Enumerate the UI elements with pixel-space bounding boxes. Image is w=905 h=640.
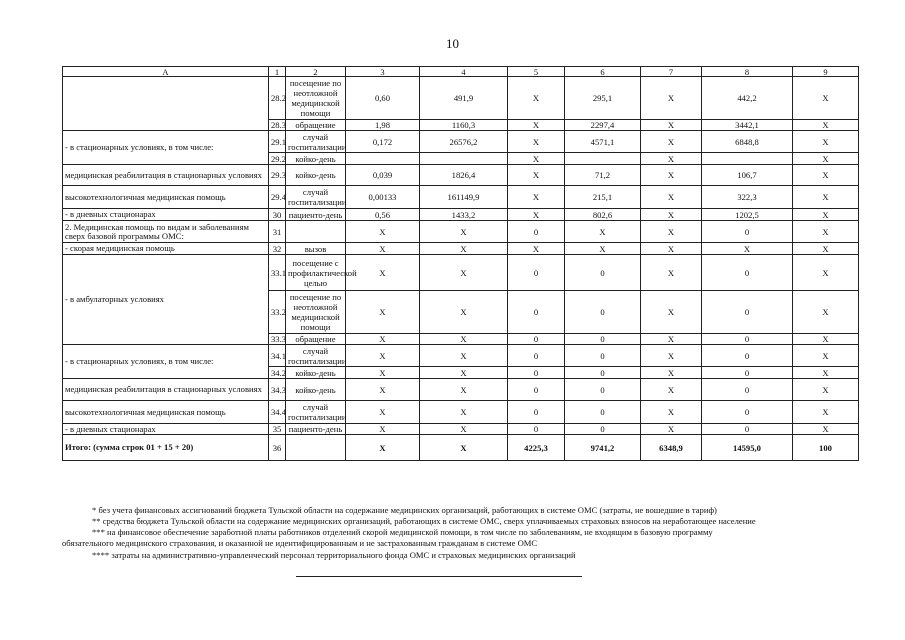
table-row bbox=[63, 424, 859, 435]
value-cell: Х bbox=[641, 334, 702, 345]
data-table bbox=[62, 66, 859, 461]
value-cell: 0,60 bbox=[346, 77, 420, 120]
value-cell: Х bbox=[793, 255, 859, 291]
page-number: 10 bbox=[446, 36, 459, 51]
footnote-1: * без учета финансовых ассигнований бюджета Тульской области на содержание медицинских организаций, работающих в системе ОМС (затраты, не вошедшие в тариф) bbox=[92, 505, 717, 515]
value-cell: Х bbox=[346, 291, 420, 334]
row-number-cell: 36 bbox=[269, 435, 286, 461]
value-cell: 0 bbox=[508, 345, 565, 367]
unit-cell: обращение bbox=[286, 120, 346, 131]
row-label-cell: медицинская реабилитация в стационарных условиях bbox=[63, 165, 269, 186]
row-label-cell: высокотехнологичная медицинская помощь bbox=[63, 401, 269, 424]
value-cell: 0 bbox=[565, 291, 641, 334]
value-cell: Х bbox=[793, 153, 859, 165]
value-cell: Х bbox=[420, 243, 508, 255]
value-cell: 1433,2 bbox=[420, 209, 508, 221]
value-cell: Х bbox=[420, 379, 508, 401]
value-cell: Х bbox=[641, 153, 702, 165]
table-row bbox=[63, 401, 859, 424]
value-cell: Х bbox=[702, 243, 793, 255]
value-cell: Х bbox=[508, 209, 565, 221]
unit-cell: койко-день bbox=[286, 379, 346, 401]
unit-cell: пациенто-день bbox=[286, 424, 346, 435]
value-cell: Х bbox=[641, 255, 702, 291]
value-cell: Х bbox=[793, 243, 859, 255]
unit-cell: обращение bbox=[286, 334, 346, 345]
value-cell: Х bbox=[346, 435, 420, 461]
value-cell: Х bbox=[508, 186, 565, 209]
row-label-cell: 2. Медицинская помощь по видам и заболеваниям сверх базовой программы ОМС: bbox=[63, 221, 269, 243]
row-label-cell: медицинская реабилитация в стационарных условиях bbox=[63, 379, 269, 401]
value-cell: Х bbox=[508, 131, 565, 153]
footnote-3-continued: обязательного медицинского страхования, и оказанной не идентифицированным и не застрахованным гражданам в системе ОМС bbox=[62, 538, 538, 548]
value-cell: 14595,0 bbox=[702, 435, 793, 461]
row-number-cell: 31 bbox=[269, 221, 286, 243]
header-cell: 2 bbox=[286, 67, 346, 77]
value-cell bbox=[420, 153, 508, 165]
value-cell: Х bbox=[420, 435, 508, 461]
row-number-cell: 35 bbox=[269, 424, 286, 435]
header-cell: 1 bbox=[269, 67, 286, 77]
footnote-4: **** затраты на административно-управленческий персонал территориального фонда ОМС и страховых медицинских организаций bbox=[92, 550, 576, 560]
footnote-3: *** на финансовое обеспечение заработной платы работников отделений скорой медицинской помощи, в том числе по заболеваниям, не входящим в базовую программу bbox=[92, 527, 713, 537]
row-label-cell bbox=[63, 77, 269, 131]
value-cell: 0 bbox=[565, 401, 641, 424]
header-cell: 7 bbox=[641, 67, 702, 77]
total-label-cell: Итого: (сумма строк 01 + 15 + 20) bbox=[63, 435, 269, 461]
row-number-cell: 29.4 bbox=[269, 186, 286, 209]
value-cell: Х bbox=[346, 334, 420, 345]
value-cell: Х bbox=[508, 77, 565, 120]
value-cell: 0 bbox=[508, 221, 565, 243]
row-number-cell: 34.4 bbox=[269, 401, 286, 424]
value-cell: 3442,1 bbox=[702, 120, 793, 131]
row-label-cell: - в стационарных условиях, в том числе: bbox=[63, 345, 269, 379]
value-cell: 0 bbox=[565, 379, 641, 401]
value-cell: 0 bbox=[565, 334, 641, 345]
value-cell: Х bbox=[346, 221, 420, 243]
value-cell: Х bbox=[641, 367, 702, 379]
value-cell: 0 bbox=[508, 424, 565, 435]
table-row bbox=[63, 186, 859, 209]
value-cell: Х bbox=[346, 424, 420, 435]
row-label-cell: - в дневных стационарах bbox=[63, 424, 269, 435]
unit-cell: койко-день bbox=[286, 367, 346, 379]
table-row bbox=[63, 255, 859, 291]
value-cell: 0 bbox=[702, 221, 793, 243]
row-number-cell: 29.1 bbox=[269, 131, 286, 153]
unit-cell: посещение по неотложной медицинской помощи bbox=[286, 77, 346, 120]
value-cell: Х bbox=[346, 243, 420, 255]
value-cell: 0 bbox=[508, 291, 565, 334]
value-cell: 0,56 bbox=[346, 209, 420, 221]
unit-cell: случай госпитализации bbox=[286, 345, 346, 367]
footnote-2: ** средства бюджета Тульской области на содержание медицинских организаций, работающих в системе ОМС, сверх уплачиваемых страховых взносов на неработающее население bbox=[92, 516, 756, 526]
row-number-cell: 29.2 bbox=[269, 153, 286, 165]
value-cell: Х bbox=[641, 120, 702, 131]
value-cell: 161149,9 bbox=[420, 186, 508, 209]
table-row bbox=[63, 379, 859, 401]
value-cell: Х bbox=[793, 131, 859, 153]
value-cell: 802,6 bbox=[565, 209, 641, 221]
value-cell: 0 bbox=[565, 424, 641, 435]
value-cell: Х bbox=[641, 291, 702, 334]
value-cell: Х bbox=[508, 165, 565, 186]
row-label-cell: высокотехнологичная медицинская помощь bbox=[63, 186, 269, 209]
value-cell: 0,039 bbox=[346, 165, 420, 186]
value-cell: Х bbox=[641, 243, 702, 255]
table-row bbox=[63, 131, 859, 153]
row-label-cell: - в дневных стационарах bbox=[63, 209, 269, 221]
value-cell: 9741,2 bbox=[565, 435, 641, 461]
row-number-cell: 29.3 bbox=[269, 165, 286, 186]
value-cell: 322,3 bbox=[702, 186, 793, 209]
value-cell bbox=[346, 153, 420, 165]
value-cell: Х bbox=[641, 424, 702, 435]
value-cell: 1,98 bbox=[346, 120, 420, 131]
value-cell: Х bbox=[420, 401, 508, 424]
value-cell: 295,1 bbox=[565, 77, 641, 120]
unit-cell: койко-день bbox=[286, 153, 346, 165]
value-cell: Х bbox=[641, 221, 702, 243]
value-cell: Х bbox=[420, 291, 508, 334]
value-cell: 6348,9 bbox=[641, 435, 702, 461]
value-cell: 0,00133 bbox=[346, 186, 420, 209]
value-cell: 0 bbox=[565, 255, 641, 291]
row-number-cell: 33.3 bbox=[269, 334, 286, 345]
value-cell: 71,2 bbox=[565, 165, 641, 186]
row-number-cell: 28.2 bbox=[269, 77, 286, 120]
row-number-cell: 34.1 bbox=[269, 345, 286, 367]
row-label-cell: - в амбулаторных условиях bbox=[63, 255, 269, 345]
table-row bbox=[63, 345, 859, 367]
table-row bbox=[63, 243, 859, 255]
row-label-cell: - скорая медицинская помощь bbox=[63, 243, 269, 255]
value-cell bbox=[565, 153, 641, 165]
value-cell: 106,7 bbox=[702, 165, 793, 186]
row-number-cell: 34.2 bbox=[269, 367, 286, 379]
table-row bbox=[63, 221, 859, 243]
value-cell: 0 bbox=[702, 401, 793, 424]
value-cell: Х bbox=[793, 291, 859, 334]
value-cell: Х bbox=[793, 120, 859, 131]
value-cell: Х bbox=[420, 424, 508, 435]
value-cell: 0 bbox=[702, 291, 793, 334]
bottom-rule bbox=[296, 576, 582, 577]
value-cell: 1202,5 bbox=[702, 209, 793, 221]
value-cell: Х bbox=[641, 209, 702, 221]
header-cell: 3 bbox=[346, 67, 420, 77]
value-cell: 0 bbox=[702, 379, 793, 401]
unit-cell: пациенто-день bbox=[286, 209, 346, 221]
value-cell: 0 bbox=[508, 334, 565, 345]
row-label-cell: - в стационарных условиях, в том числе: bbox=[63, 131, 269, 165]
value-cell: 4225,3 bbox=[508, 435, 565, 461]
value-cell: Х bbox=[346, 401, 420, 424]
value-cell: Х bbox=[508, 153, 565, 165]
value-cell: 0 bbox=[702, 255, 793, 291]
row-number-cell: 34.3 bbox=[269, 379, 286, 401]
table-row bbox=[63, 77, 859, 120]
value-cell: Х bbox=[346, 367, 420, 379]
value-cell: Х bbox=[420, 345, 508, 367]
header-cell: А bbox=[63, 67, 269, 77]
value-cell: 0 bbox=[702, 367, 793, 379]
value-cell: 0 bbox=[508, 401, 565, 424]
header-cell: 8 bbox=[702, 67, 793, 77]
value-cell: Х bbox=[641, 77, 702, 120]
unit-cell: случай госпитализации bbox=[286, 401, 346, 424]
value-cell: 4571,1 bbox=[565, 131, 641, 153]
row-number-cell: 33.2 bbox=[269, 291, 286, 334]
value-cell: Х bbox=[508, 120, 565, 131]
value-cell: Х bbox=[346, 255, 420, 291]
header-cell: 5 bbox=[508, 67, 565, 77]
value-cell: 26576,2 bbox=[420, 131, 508, 153]
value-cell: Х bbox=[793, 77, 859, 120]
value-cell: Х bbox=[793, 334, 859, 345]
value-cell bbox=[702, 153, 793, 165]
value-cell: Х bbox=[793, 345, 859, 367]
header-row bbox=[63, 67, 859, 77]
value-cell: Х bbox=[565, 221, 641, 243]
value-cell: Х bbox=[565, 243, 641, 255]
value-cell: Х bbox=[508, 243, 565, 255]
value-cell: 0 bbox=[508, 379, 565, 401]
value-cell: 0 bbox=[702, 424, 793, 435]
value-cell: 0 bbox=[565, 345, 641, 367]
row-number-cell: 30 bbox=[269, 209, 286, 221]
value-cell: 1160,3 bbox=[420, 120, 508, 131]
value-cell: Х bbox=[641, 401, 702, 424]
value-cell: Х bbox=[420, 367, 508, 379]
value-cell: Х bbox=[793, 367, 859, 379]
row-number-cell: 32 bbox=[269, 243, 286, 255]
value-cell: Х bbox=[793, 401, 859, 424]
table-row bbox=[63, 165, 859, 186]
total-row bbox=[63, 435, 859, 461]
unit-cell: посещение по неотложной медицинской помощи bbox=[286, 291, 346, 334]
unit-cell bbox=[286, 435, 346, 461]
unit-cell bbox=[286, 221, 346, 243]
value-cell: Х bbox=[641, 131, 702, 153]
header-cell: 4 bbox=[420, 67, 508, 77]
value-cell: Х bbox=[641, 379, 702, 401]
unit-cell: случай госпитализации bbox=[286, 131, 346, 153]
value-cell: 491,9 bbox=[420, 77, 508, 120]
value-cell: 0,172 bbox=[346, 131, 420, 153]
value-cell: Х bbox=[346, 345, 420, 367]
value-cell: Х bbox=[641, 345, 702, 367]
unit-cell: случай госпитализации bbox=[286, 186, 346, 209]
value-cell: 6848,8 bbox=[702, 131, 793, 153]
table-row bbox=[63, 209, 859, 221]
row-number-cell: 28.3 bbox=[269, 120, 286, 131]
value-cell: Х bbox=[641, 186, 702, 209]
row-number-cell: 33.1 bbox=[269, 255, 286, 291]
value-cell: Х bbox=[641, 165, 702, 186]
value-cell: Х bbox=[793, 209, 859, 221]
header-cell: 9 bbox=[793, 67, 859, 77]
value-cell: Х bbox=[793, 221, 859, 243]
unit-cell: койко-день bbox=[286, 165, 346, 186]
value-cell: 215,1 bbox=[565, 186, 641, 209]
value-cell: 0 bbox=[508, 255, 565, 291]
value-cell: Х bbox=[420, 221, 508, 243]
value-cell: Х bbox=[420, 255, 508, 291]
value-cell: 0 bbox=[565, 367, 641, 379]
value-cell: Х bbox=[793, 186, 859, 209]
value-cell: 0 bbox=[702, 334, 793, 345]
value-cell: 0 bbox=[508, 367, 565, 379]
value-cell: Х bbox=[793, 165, 859, 186]
unit-cell: посещение с профилактической целью bbox=[286, 255, 346, 291]
value-cell: 2297,4 bbox=[565, 120, 641, 131]
value-cell: Х bbox=[793, 379, 859, 401]
value-cell: Х bbox=[420, 334, 508, 345]
value-cell: 100 bbox=[793, 435, 859, 461]
value-cell: Х bbox=[793, 424, 859, 435]
value-cell: Х bbox=[346, 379, 420, 401]
value-cell: 442,2 bbox=[702, 77, 793, 120]
value-cell: 0 bbox=[702, 345, 793, 367]
unit-cell: вызов bbox=[286, 243, 346, 255]
header-cell: 6 bbox=[565, 67, 641, 77]
value-cell: 1826,4 bbox=[420, 165, 508, 186]
